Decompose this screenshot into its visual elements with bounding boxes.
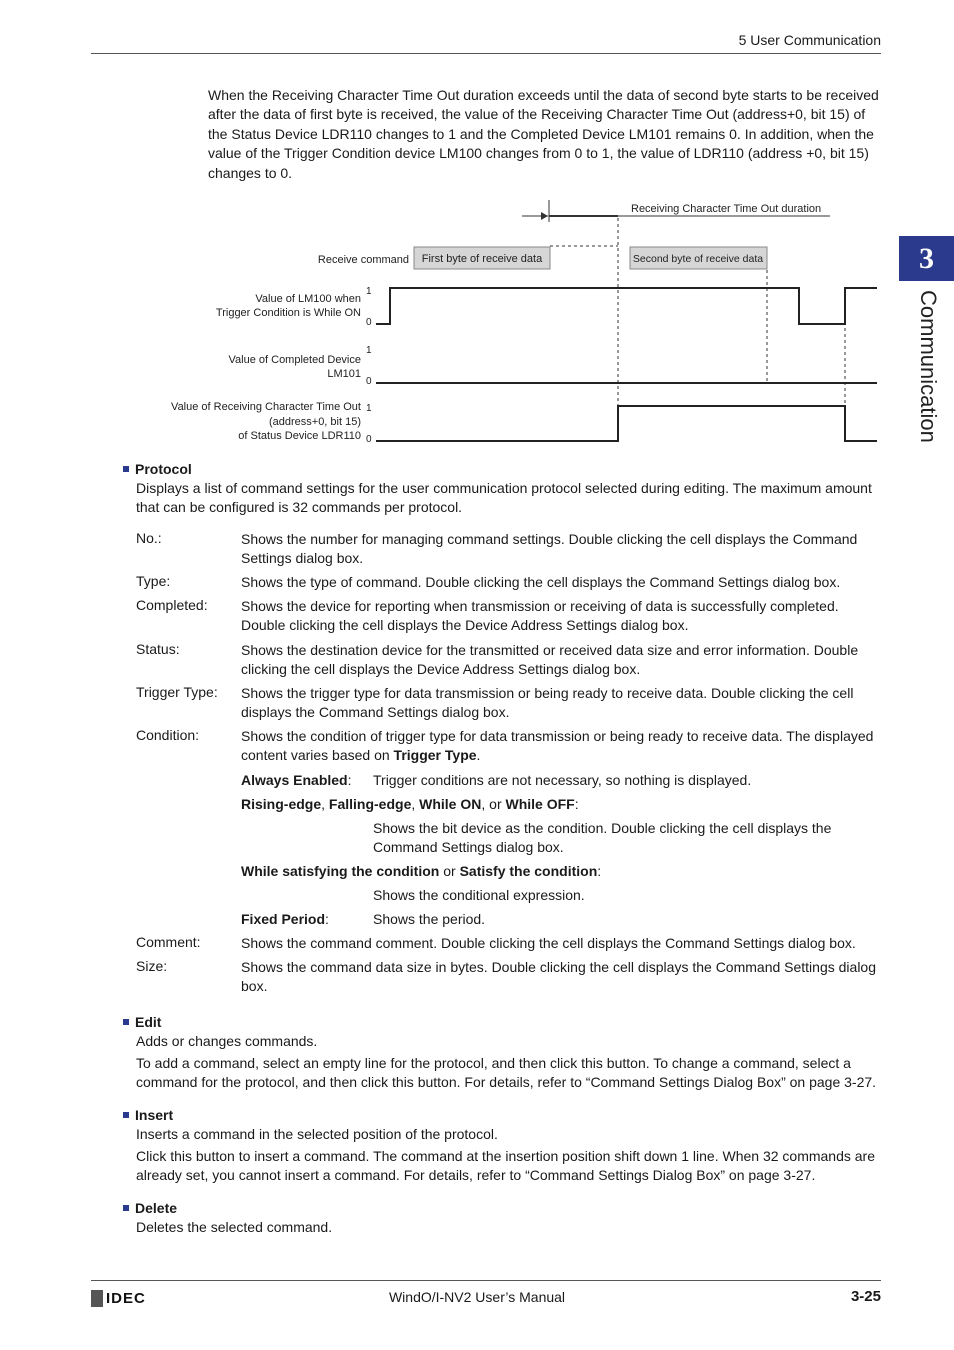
intro-paragraph: When the Receiving Character Time Out duration exceeds until the data of second byte starts to be received after the data of first byte is received, the value of the Receiving Character Time Out (address+0, bit 15) of the Status Device LDR110 changes to 1 and the Completed Device LM101 remains 0. In addition, when the value of the Trigger Condition device LM100 changes from 0 to 1, the value of LDR110 (address +0, bit 15) changes to 0. [208, 87, 879, 181]
lm100-label-line2: Trigger Condition is While ON [215, 307, 361, 319]
page-number: 3-25 [850, 1288, 881, 1305]
lm100-zero: 0 [366, 317, 372, 328]
term-comment: Comment: [136, 934, 201, 950]
running-header: 5 User Communication [738, 32, 881, 48]
insert-line1: Inserts a command in the selected position of the protocol. [136, 1126, 498, 1142]
ldr110-zero: 0 [366, 434, 372, 445]
lm100-one: 1 [366, 286, 372, 297]
delete-line1: Deletes the selected command. [136, 1219, 333, 1235]
desc-condition: Shows the condition of trigger type for data transmission or being ready to receive data. The displayed content varies based on Trigger Type. [241, 728, 874, 764]
bullet-square-icon [123, 1112, 129, 1118]
term-completed: Completed: [136, 597, 208, 613]
ldr110-one: 1 [366, 403, 372, 414]
term-type: Type: [136, 573, 171, 589]
lm100-label-line1: Value of LM100 when [255, 293, 361, 305]
term-condition: Condition: [136, 727, 200, 743]
protocol-heading: Protocol [123, 461, 192, 477]
fixed-period-line: Fixed Period: [241, 911, 329, 927]
edit-line1: Adds or changes commands. [136, 1033, 318, 1049]
bullet-square-icon [123, 1205, 129, 1211]
chapter-tab: 3 [899, 236, 954, 281]
bullet-square-icon [123, 1019, 129, 1025]
satisfy-condition-desc: Shows the conditional expression. [373, 887, 585, 903]
always-enabled-line: Always Enabled: [241, 772, 352, 788]
always-enabled-desc: Trigger conditions are not necessary, so nothing is displayed. [373, 772, 752, 788]
first-byte-label: First byte of receive data [421, 253, 543, 265]
term-status: Status: [136, 641, 180, 657]
timing-diagram [0, 0, 954, 460]
ldr110-label-line2: (address+0, bit 15) [268, 416, 361, 428]
desc-type: Shows the type of command. Double clicking the cell displays the Command Settings dialog box. [241, 574, 841, 590]
fixed-period-desc: Shows the period. [373, 911, 486, 927]
idec-logo: IDEC [106, 1290, 146, 1307]
desc-no: Shows the number for managing command settings. Double clicking the cell displays the Command Settings dialog box. [241, 531, 858, 567]
duration-arrowhead [541, 212, 548, 220]
term-no: No.: [136, 530, 162, 546]
desc-size: Shows the command data size in bytes. Double clicking the cell displays the Command Settings dialog box. [241, 959, 876, 995]
desc-trigger-type: Shows the trigger type for data transmission or being ready to receive data. Double clicking the cell displays the Command Settings dialog box. [241, 685, 854, 721]
ldr110-waveform [376, 406, 877, 441]
lm100-waveform [376, 288, 877, 324]
insert-heading: Insert [123, 1107, 173, 1123]
term-size: Size: [136, 958, 168, 974]
lm101-one: 1 [366, 345, 372, 356]
chapter-tab-label: Communication [916, 290, 941, 443]
protocol-description: Displays a list of command settings for the user communication protocol selected during editing. The maximum amount that can be configured is 32 commands per protocol. [136, 480, 872, 516]
term-trigger-type: Trigger Type: [136, 684, 218, 700]
edit-line2: To add a command, select an empty line for the protocol, and then click this button. To change a command, select a command for the protocol, and then click this button. For details, refer to “Command Settings Dialog Box” on page 3-27. [136, 1055, 877, 1091]
bullet-square-icon [123, 466, 129, 472]
footer-manual-title: WindO/I-NV2 User’s Manual [388, 1289, 566, 1305]
edge-conditions-desc: Shows the bit device as the condition. Double clicking the cell displays the Command Settings dialog box. [373, 820, 832, 856]
duration-label: Receiving Character Time Out duration [631, 203, 822, 215]
edit-heading: Edit [123, 1014, 161, 1030]
ldr110-label-line3: of Status Device LDR110 [238, 430, 361, 442]
satisfy-condition-line: While satisfying the condition or Satisfy the condition: [241, 863, 602, 879]
footer-rule [91, 1280, 881, 1281]
lm101-label-line2: LM101 [327, 368, 361, 380]
lm101-zero: 0 [366, 376, 372, 387]
insert-line2: Click this button to insert a command. The command at the insertion position shift down 1 line. When 32 commands are already set, you cannot insert a command. For details, refer to “Command Settings Dialog Box” on page 3-27. [136, 1148, 875, 1184]
edge-conditions-line: Rising-edge, Falling-edge, While ON, or While OFF: [241, 796, 579, 812]
ldr110-label-line1: Value of Receiving Character Time Out [171, 401, 361, 413]
lm101-label-line1: Value of Completed Device [228, 354, 361, 366]
delete-heading: Delete [123, 1200, 177, 1216]
desc-comment: Shows the command comment. Double clicking the cell displays the Command Settings dialog box. [241, 935, 856, 951]
receive-command-label: Receive command [317, 254, 409, 266]
desc-status: Shows the destination device for the transmitted or received data size and error information. Double clicking the cell displays the Device Address Settings dialog box. [241, 642, 859, 678]
second-byte-label: Second byte of receive data [632, 253, 764, 265]
desc-completed: Shows the device for reporting when transmission or receiving of data is successfully completed. Double clicking the cell displays the Device Address Settings dialog box. [241, 598, 839, 634]
